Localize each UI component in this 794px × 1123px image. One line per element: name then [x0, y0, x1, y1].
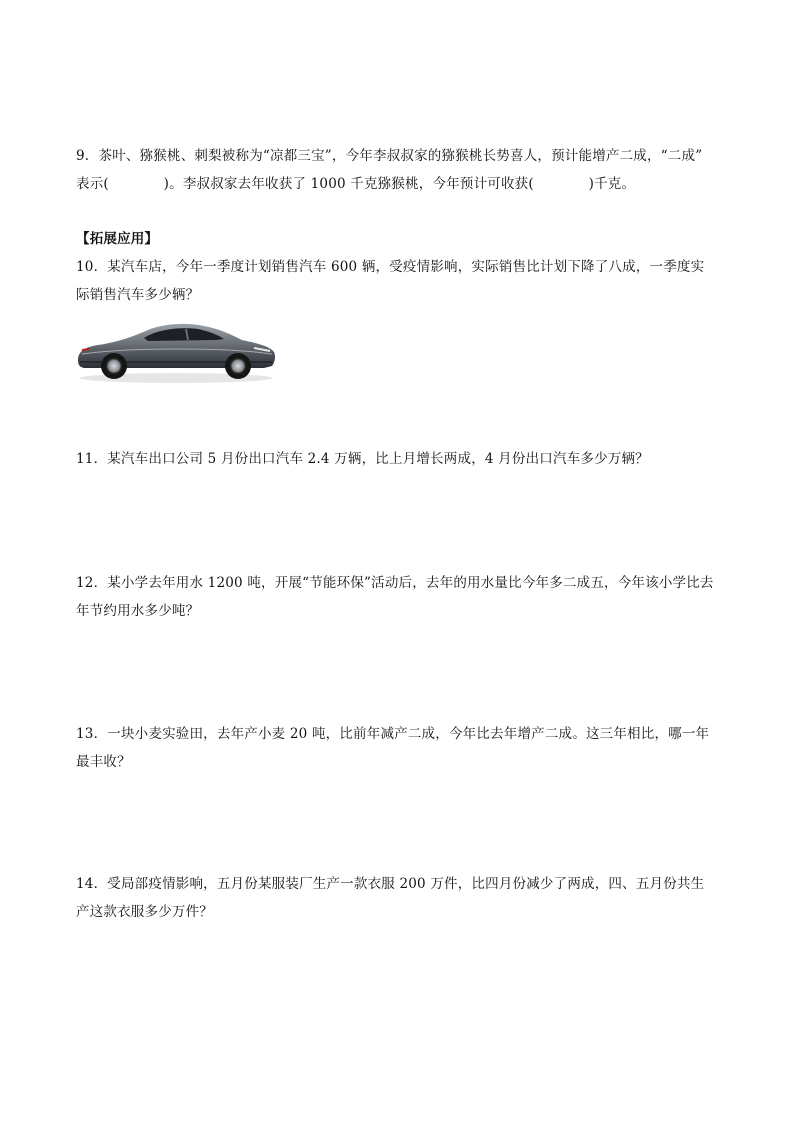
- question-13: [76, 720, 726, 776]
- question-12-line-1: 12．某小学去年用水 1200 吨，开展“节能环保”活动后，去年的用水量比今年多二成五，今年该小学比去: [76, 575, 714, 591]
- question-13-line-2: 最丰收？: [76, 754, 131, 770]
- question-11: [76, 445, 726, 473]
- question-14-line-2: 产这款衣服多少万件？: [76, 904, 213, 920]
- question-12-line-2: 年节约用水多少吨？: [76, 603, 200, 619]
- question-12: [76, 569, 726, 625]
- section-title: 【拓展应用】: [76, 231, 159, 247]
- question-10-line-1: 10．某汽车店，今年一季度计划销售汽车 600 辆，受疫情影响，实际销售比计划下降了八成，一季度实: [76, 259, 705, 275]
- question-10-line-2: 际销售汽车多少辆？: [76, 287, 200, 303]
- question-9: [76, 142, 726, 198]
- question-14: [76, 870, 726, 926]
- question-14-line-1: 14．受局部疫情影响，五月份某服装厂生产一款衣服 200 万件，比四月份减少了两成，四、五月份共生: [76, 876, 705, 892]
- question-9-line-2: 表示( )。李叔叔家去年收获了 1000 千克猕猴桃，今年预计可收获( )千克。: [76, 176, 636, 192]
- sports-car-image: [74, 318, 278, 384]
- question-11-line-1: 11．某汽车出口公司 5 月份出口汽车 2.4 万辆，比上月增长两成，4 月份出口汽车多少万辆？: [76, 451, 649, 467]
- question-9-line-1: 9．茶叶、猕猴桃、刺梨被称为“凉都三宝”，今年李叔叔家的猕猴桃长势喜人，预计能增产二成，“二成”: [76, 148, 703, 164]
- question-10: [76, 253, 726, 309]
- question-13-line-1: 13．一块小麦实验田，去年产小麦 20 吨，比前年减产二成，今年比去年增产二成。这三年相比，哪一年: [76, 726, 710, 742]
